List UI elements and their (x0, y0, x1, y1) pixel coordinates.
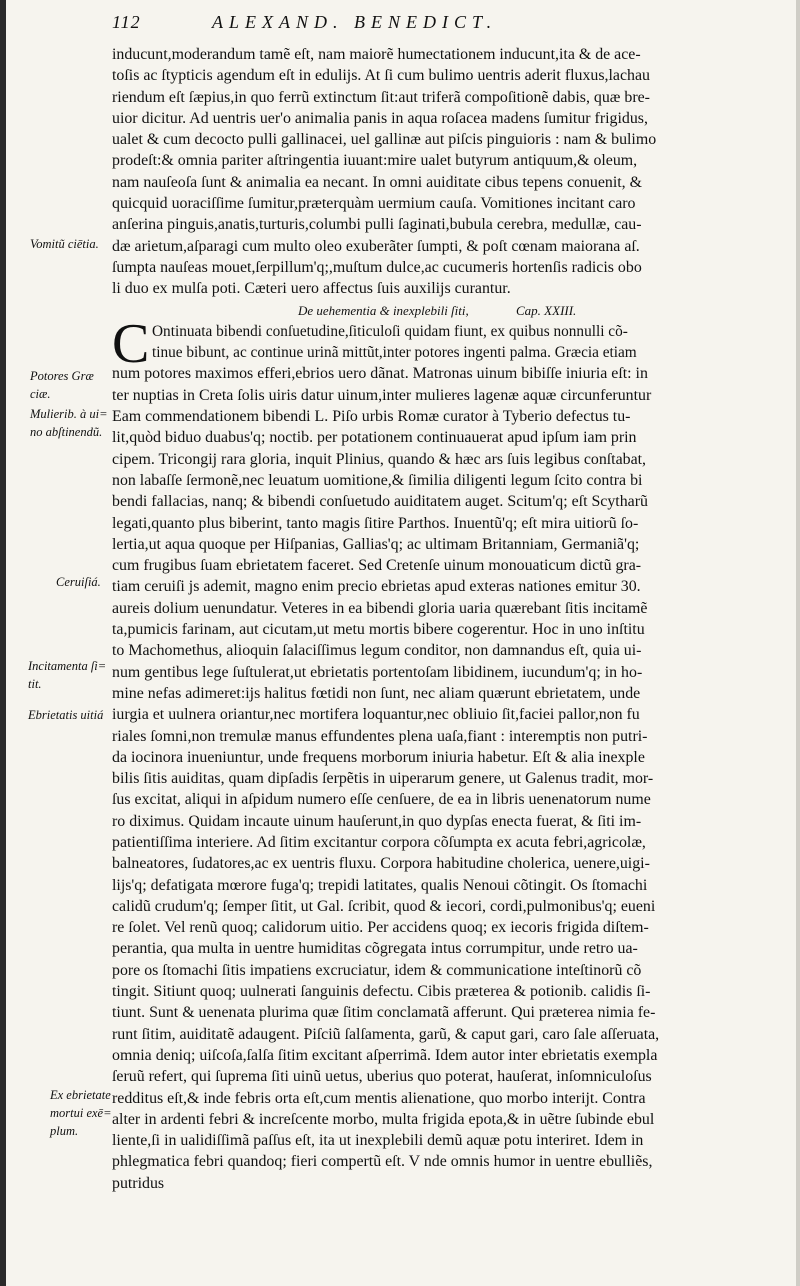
text-line: tiunt. Sunt & uenenata plurima quæ ſitim conclamatã afferunt. Qui præterea nimia fe- (112, 1004, 656, 1022)
text-line: legati,quanto plus biberint, tanto magis ſitire Parthos. Inuentũ'q; eſt mira uitiorũ ſo- (112, 514, 639, 532)
text-line: ta,pumicis farinam, aut cicutam,ut metu mortis bibere cogerentur. Hoc in uno inſtitu (112, 621, 645, 639)
margin-vomitu-cietia: Vomitũ ciētia. (30, 237, 99, 251)
text-line: ualet & cum decocto pulli gallinacei, uel gallinæ aut piſcis pinguioris : nam & bulimo (112, 131, 657, 149)
text-line: ſumpta nauſeas mouet,ſerpillum'q;,muſtum dulce,ac cucumeris hortenſis radicis obo (112, 258, 642, 276)
text-line: bendi fallacias, nanq; & bibendi conſuetudo auiditatem auget. Scitum'q; eſt Scytharũ (112, 493, 648, 511)
margin-mulierib: Mulierib. à ui= no abſtinendũ. (30, 407, 108, 439)
text-line: ro diximus. Quidam incaute uinum hauſerunt,in quo dypſas enecta fuerat, & ſiti im- (112, 812, 642, 830)
text-line: cum frugibus ſuam ebrietatem faceret. Sed Cretenſe uinum monouaticum dictũ gra- (112, 557, 642, 575)
text-line: dæ arietum,aſparagi cum multo oleo exuberãter ſumpti, & poſt cœnam maiorana aſ. (112, 237, 640, 255)
text-line: balneatores, ſudatores,ac ex uentris fluxu. Corpora habitudine cholerica, uenere,uigi- (112, 855, 650, 873)
text-line: re ſolet. Vel renũ quoq; calidorum uitio. Per accidens quoq; ex iecoris frigida diſtem- (112, 919, 649, 937)
text-line: to Machomethus, alioquin ſalaciſſimus legum conditor, non damnandus eſt, quia ui- (112, 642, 642, 660)
text-line: uior dicitur. Ad uentris uer'o animalia panis in aqua roſacea madens ſumitur frigidus, (112, 109, 648, 127)
text-line: tinue bibunt, ac continue urinã mittũt,inter potores ingenti palma. Græcia etiam (152, 344, 637, 362)
text-line: nam nauſeoſa ſunt & animalia ea necant. In omni auiditate cibus tepens conuenit, & (112, 173, 642, 191)
text-line: ſeruũ refert, qui ſuprema ſiti uinũ uetus, uberius quo poterat, hauſerat, inſomniculoſus (112, 1068, 652, 1086)
text-line: cipem. Tricongij rara gloria, inquit Plinius, quando & hæc ars ſuis legibus conſtabat, (112, 450, 647, 468)
text-line: mine nefas adimeret:ijs halitus fœtidi non ſunt, nec aliam quærunt ebrietatem, unde (112, 684, 641, 702)
text-line: li duo ex mulſa poti. Cæteri uero affectus ſuis auxilijs curantur. (112, 280, 511, 298)
folio-number: 112 (112, 12, 141, 32)
text-line: alter in ardenti febri & increſcente morbo, multa frigida epota,& in uẽtre ſubinde ebul (112, 1110, 655, 1128)
running-head-title: ALEXAND. BENEDICT. (212, 12, 498, 32)
text-line: bilis ſitis auiditas, quam dipſadis ſerpẽtis in uiperarum genere, ut Galenus tradit, mor- (112, 770, 654, 788)
text-line: tingit. Sitiunt quoq; uulnerati ſanguinis defectu. Cibis præterea & potionib. calidis ſi- (112, 983, 651, 1001)
chapter-heading (112, 300, 774, 321)
running-head (112, 12, 772, 38)
text-block-chapter-23 (112, 363, 774, 1194)
text-line: da iocinora inueniuntur, unde frequens morborum iniuria habetur. Eſt & alia inexple (112, 748, 645, 766)
text-line: toſis ac ſtypticis agendum eſt in edulijs. At ſi cum bulimo uentris aderit fluxus,lachau (112, 67, 650, 85)
drop-cap: C (112, 312, 150, 375)
text-line: num gentibus lege ſuſtulerat,ut ebrietatis portentoſam libidinem, iucundum'q; in ho- (112, 663, 643, 681)
text-line: aureis dolium uenundatur. Veteres in ea bibendi gloria uaria quærebant ſitis incitamẽ (112, 599, 648, 617)
page-gutter-shadow (0, 0, 6, 1286)
text-block-chapter-22-end (112, 44, 774, 300)
text-line: liente,ſi in ualidiſſimã paſſus eſt, ita ut inexplebili demũ aquæ potu interiret. Idem in (112, 1132, 644, 1150)
text-line: redditus eſt,& inde febris orta eſt,cum mentis alienatione, quo morbo interijt. Contra (112, 1089, 646, 1107)
text-line: patientiſſima interiere. Ad ſitim excitantur corpora cõſumpta ex acuta febri,agricolæ, (112, 833, 646, 851)
text-line: riales ſomni,non tremulæ manus effundentes plena uaſa,fiant : interemptis non putri- (112, 727, 648, 745)
margin-ebrietatis: Ebrietatis uitiá (28, 708, 104, 722)
text-line: quicquid uoraciſſime ſumitur,præterquàm uermium cauſa. Vomitiones incitant caro (112, 195, 636, 213)
text-line: ſus excitat, aliqui in aſpidum numero eſſe cenſuere, de ea in libris uenenatorum nume (112, 791, 651, 809)
chapter-title: De uehementia & inexplebili ſiti, (298, 302, 469, 318)
margin-potores-graeciae: Potores Græ ciæ. (30, 369, 94, 401)
text-line: iurgia et uulnera oriantur,nec mortifera loquantur,nec obliuio ſit,faciei pallor,non fu (112, 706, 640, 724)
text-line: pore os ſtomachi ſitis impatiens excruciatur, idem & communicatione inteſtinorũ cõ (112, 961, 642, 979)
text-line: non labaſſe ſermonẽ,nec leuatum uomitione,& ſimilia diligenti legum ſcito contra bi (112, 471, 643, 489)
text-line: lertia,ut aqua quoque per Hiſpanias, Gallias'q; ac ultimam Britanniam, Germaniã'q; (112, 535, 640, 553)
text-line: num potores maximos efferi,ebrios uero dãnat. Matronas uinum bibiſſe iniuria eſt: in (112, 365, 648, 383)
text-line: runt ſitim, auiditatẽ adaugent. Piſciũ ſalſamenta, garũ, & caput gari, caro ſale aſſeruata, (112, 1025, 660, 1043)
text-line: lijs'q; defatigata mœrore fuga'q; trepidi latitates, qualis Nenoui cõtingit. Os ſtomachi (112, 876, 648, 894)
margin-ex-ebrietate: Ex ebrietate mortui exē= plum. (50, 1088, 112, 1138)
text-line: prodeſt:& omnia pariter aſtringentia iuuant:mire ualet butyrum antiquum,& oleum, (112, 152, 638, 170)
page-edge (796, 0, 800, 1286)
margin-incitamenta: Incitamenta ſi= tit. (28, 659, 107, 691)
text-line: tiam ceruiſi js ademit, magno enim precio ebrietas apud exteras nationes emitur 30. (112, 578, 641, 596)
text-line: putridus (112, 1174, 165, 1192)
text-line: omnia deniq; uiſcoſa,ſalſa ſitim excitant aſperrimã. Idem autor inter ebrietatis exempla (112, 1046, 658, 1064)
text-line: anſerina pinguis,anatis,turturis,columbi pulli ſaginati,bubula cerebra, medullæ, cau- (112, 216, 642, 234)
chapter-number: Cap. XXIII. (516, 302, 577, 318)
text-line: inducunt,moderandum tamẽ eſt, nam maiorẽ humectationem inducunt,ita & de ace- (112, 46, 641, 63)
text-line: Eam commendationem bibendi L. Piſo urbis Romæ curator à Tyberio defectus tu- (112, 408, 631, 426)
text-line: lit,quòd biduo duabus'q; noctib. per potationem continuauerat apud ipſum iam prin (112, 429, 637, 447)
text-line: riendum eſt ſæpius,in quo ferrũ extinctum ſit:aut triferã compoſitionẽ dabis, quæ bre- (112, 88, 650, 106)
text-line: phlegmatica febri quandoq; fieri compertũ eſt. V nde omnis humor in uentre ebulliẽs, (112, 1153, 653, 1171)
text-line: ter nuptias in Creta ſolis uiris datur uinum,inter mulieres lagenæ aquæ circunferuntur (112, 386, 652, 404)
text-line: perantia, qua multa in uentre humiditas cõgregata intus corrumpitur, unde retro ua- (112, 940, 638, 958)
text-line: calidũ crudum'q; ſemper ſitit, ut Gal. ſcribit, quod & iecori, cordi,pulmonibus'q; eueni (112, 897, 656, 915)
margin-cervisia: Ceruiſiá. (56, 575, 101, 589)
main-text-column (112, 44, 774, 1194)
text-line: Ontinuata bibendi conſuetudine,ſiticuloſi quidam fiunt, ex quibus nonnulli cõ- (152, 322, 628, 340)
